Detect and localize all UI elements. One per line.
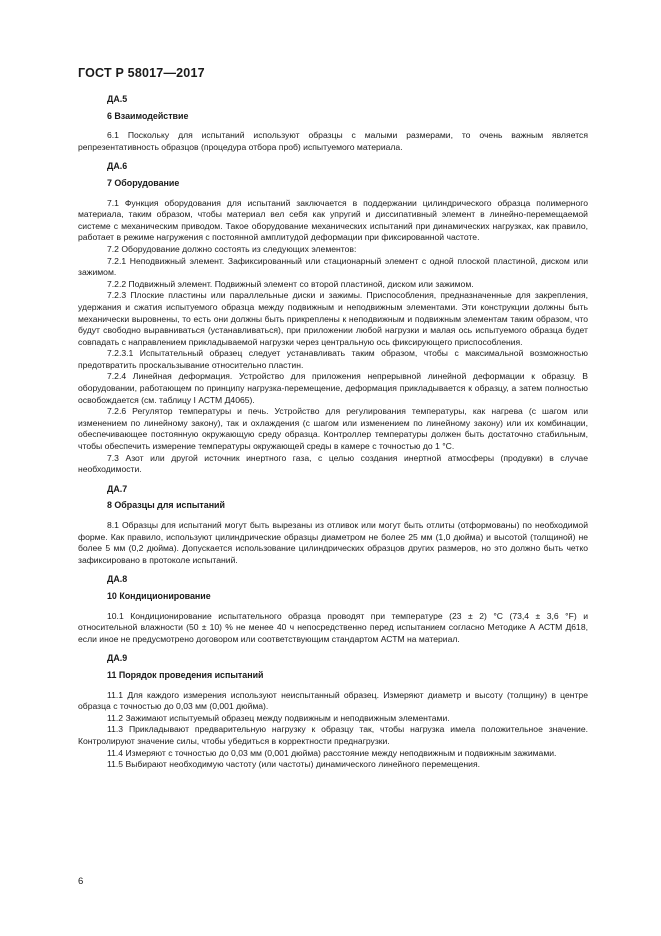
paragraph: 7.2.1 Неподвижный элемент. Зафиксированный или стационарный элемент с одной плоской пластиной, диском или зажимом.	[78, 255, 588, 278]
spacer	[78, 153, 588, 161]
spacer	[78, 476, 588, 484]
document-header: ГОСТ Р 58017—2017	[78, 66, 205, 80]
paragraph: 11.4 Измеряют с точностью до 0,03 мм (0,001 дюйма) расстояние между неподвижным и подвижным зажимами.	[107, 747, 557, 758]
paragraph: 10.1 Кондиционирование испытательного образца проводят при температуре (23 ± 2) °С (73,4 ± 3,6 °F) и относительной влажности (50 ± 10) % не менее 40 ч непосредственно перед испытанием согласно Методике А АСТМ Д618, если иное не предусмотрено договором или соответствующим стандартом АСТМ на материал.	[78, 610, 588, 644]
spacer	[78, 512, 588, 520]
page-number: 6	[78, 876, 84, 887]
section-heading: ДА.5	[107, 94, 128, 104]
paragraph: 6.1 Поскольку для испытаний используют образцы с малыми размерами, то очень важным является репрезентативность образцов (процедура отбора проб) испытуемого материала.	[78, 130, 588, 152]
paragraph: 8.1 Образцы для испытаний могут быть вырезаны из отливок или могут быть отлиты (отформованы) по необходимой форме. Как правило, используют цилиндрические образцы диаметром не более 25 мм (1,0 дюйма) и высотой (толщиной) не более 5 мм (0,2 дюйма). Допускается использование цилиндрических образцов других размеров, но это должно быть четко зафиксировано в протоколе испытаний.	[78, 520, 588, 565]
paragraph: 7.1 Функция оборудования для испытаний заключается в поддержании цилиндрического образца полимерного материала, таким образом, чтобы материал вел себя как упругий и диссипативный элемент в линейно-перемещаемой системе с механическим приводом. Такое оборудование механических испытаний при динамических нагрузках, как правило, работает в режиме нагружения с постоянной амплитудой деформации при фиксированной частоте.	[78, 197, 588, 243]
spacer	[78, 122, 588, 130]
spacer	[78, 682, 588, 690]
section-heading: ДА.8	[107, 574, 128, 585]
paragraph: 11.2 Зажимают испытуемый образец между подвижным и неподвижным элементами.	[107, 712, 450, 723]
section-heading: 10 Кондиционирование	[107, 590, 211, 601]
paragraph: 11.3 Прикладывают предварительную нагрузку к образцу так, чтобы нагрузка имела положительное значение. Контролируют значение силы, чтобы убедиться в корректности преднагрузки.	[78, 724, 588, 746]
section-heading: ДА.9	[107, 653, 128, 664]
paragraph: 11.1 Для каждого измерения используют неиспытанный образец. Измеряют диаметр и высоту (толщину) в центре образца с точностью до 0,03 мм (0,001 дюйма).	[78, 689, 588, 712]
paragraph: 7.2.3.1 Испытательный образец следует устанавливать таким образом, чтобы с максимальной возможностью предотвратить проскальзывание относительно пластин.	[78, 348, 588, 370]
spacer	[78, 566, 588, 574]
section-heading: 11 Порядок проведения испытаний	[107, 669, 264, 680]
section-heading: 7 Оборудование	[107, 177, 180, 188]
paragraph: 7.2.3 Плоские пластины или параллельные диски и зажимы. Приспособления, предназначенные для закрепления, удержания и сжатия испытуемого образца между подвижным и неподвижным элементами. Эти конструкции должны быть механически выровнены, то есть они должны быть прикреплены к неподвижным и подвижным элементам таким образом, что будут свободно выравниваться (устанавливаться), при приложении любой нагрузки и малая ось испытуемого образца будет совпадать с направлением прикладываемой нагрузки через центральную ось фиксирующего приспособления.	[78, 290, 588, 347]
section-heading: ДА.6	[107, 161, 128, 172]
section-heading: 8 Образцы для испытаний	[107, 500, 225, 511]
document-body	[78, 94, 588, 771]
section-heading: ДА.7	[107, 483, 128, 494]
paragraph: 7.2.4 Линейная деформация. Устройство для приложения непрерывной линейной деформации к образцу. В оборудовании, работающем по принципу нагрузка-перемещение, деформация прикладывается к образцу, а затем полностью освобождается (см. таблицу I АСТМ Д4065).	[78, 371, 588, 405]
paragraph: 7.2.2 Подвижный элемент. Подвижный элемент со второй пластиной, диском или зажимом.	[107, 278, 474, 289]
spacer	[78, 190, 588, 198]
spacer	[78, 645, 588, 653]
section-heading: 6 Взаимодействие	[107, 110, 189, 121]
paragraph: 7.3 Азот или другой источник инертного газа, с целью создания инертной атмосферы (продувки) в случае необходимости.	[78, 452, 588, 475]
spacer	[78, 603, 588, 611]
paragraph: 7.2 Оборудование должно состоять из следующих элементов:	[107, 243, 357, 254]
paragraph: 7.2.6 Регулятор температуры и печь. Устройство для регулирования температуры, как нагрева (с шагом или изменением по линейному закону), так и охлаждения (с шагом или изменением по линейному закону) или их комбинации, обеспечивающее постоянную окружающую среду образца. Контроллер температуры должен быть достаточно стабильным, чтобы обеспечить измерение температуры окружающей среды в камере с точностью до 1 °С.	[78, 406, 588, 452]
paragraph: 11.5 Выбирают необходимую частоту (или частоты) динамического линейного перемещения.	[107, 759, 480, 770]
